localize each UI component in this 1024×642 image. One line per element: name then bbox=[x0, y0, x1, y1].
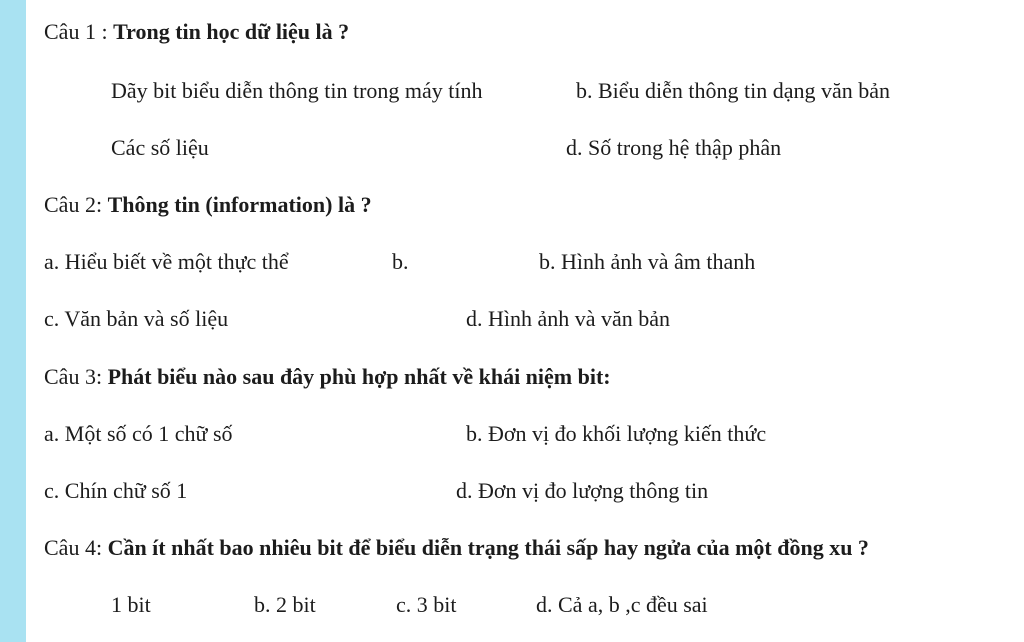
question-1-options-row-1 bbox=[26, 73, 1024, 109]
question-3-option-a: a. Một số có 1 chữ số bbox=[44, 421, 233, 446]
question-4-option-c: c. 3 bit bbox=[396, 592, 457, 617]
question-3 bbox=[26, 359, 1024, 395]
question-2 bbox=[26, 187, 1024, 223]
question-4-options-row bbox=[26, 587, 1024, 623]
question-3-option-b: b. Đơn vị đo khối lượng kiến thức bbox=[466, 421, 767, 446]
question-3-text: Phát biểu nào sau đây phù hợp nhất về khái niệm bit: bbox=[107, 364, 611, 389]
question-2-text: Thông tin (information) là ? bbox=[107, 192, 372, 217]
question-1-label: Câu 1 : bbox=[44, 19, 114, 44]
question-3-option-d: d. Đơn vị đo lượng thông tin bbox=[456, 478, 709, 503]
question-4-option-a: 1 bit bbox=[111, 592, 151, 617]
question-2-options-row-2 bbox=[26, 301, 1024, 337]
quiz-document bbox=[26, 0, 1024, 642]
question-4-text: Cần ít nhất bao nhiêu bit để biểu diễn trạng thái sấp hay ngửa của một đồng xu ? bbox=[107, 535, 869, 560]
question-3-options-row-1 bbox=[26, 416, 1024, 452]
question-1 bbox=[26, 14, 1024, 50]
question-2-options-row-1 bbox=[26, 244, 1024, 280]
question-1-option-a: Dãy bit biểu diễn thông tin trong máy tính bbox=[111, 78, 483, 103]
question-3-options-row-2 bbox=[26, 473, 1024, 509]
question-2-option-b: b. Hình ảnh và âm thanh bbox=[539, 249, 756, 274]
question-2-option-d: d. Hình ảnh và văn bản bbox=[466, 306, 671, 331]
question-1-option-b: b. Biểu diễn thông tin dạng văn bản bbox=[576, 78, 891, 103]
question-2-option-a: a. Hiểu biết về một thực thể bbox=[44, 249, 289, 274]
question-4-option-b: b. 2 bit bbox=[254, 592, 316, 617]
question-4-option-d: d. Cả a, b ,c đều sai bbox=[536, 592, 708, 617]
question-1-options-row-2 bbox=[26, 130, 1024, 166]
question-1-option-c: Các số liệu bbox=[111, 135, 209, 160]
question-1-option-d: d. Số trong hệ thập phân bbox=[566, 135, 782, 160]
question-2-option-b-blank: b. bbox=[392, 249, 409, 274]
question-2-option-c: c. Văn bản và số liệu bbox=[44, 306, 229, 331]
question-3-label: Câu 3: bbox=[44, 364, 108, 389]
question-1-text: Trong tin học dữ liệu là ? bbox=[113, 19, 350, 44]
question-3-option-c: c. Chín chữ số 1 bbox=[44, 478, 188, 503]
question-4-label: Câu 4: bbox=[44, 535, 108, 560]
question-4 bbox=[26, 530, 1024, 566]
left-accent-bar bbox=[0, 0, 26, 642]
question-2-label: Câu 2: bbox=[44, 192, 108, 217]
